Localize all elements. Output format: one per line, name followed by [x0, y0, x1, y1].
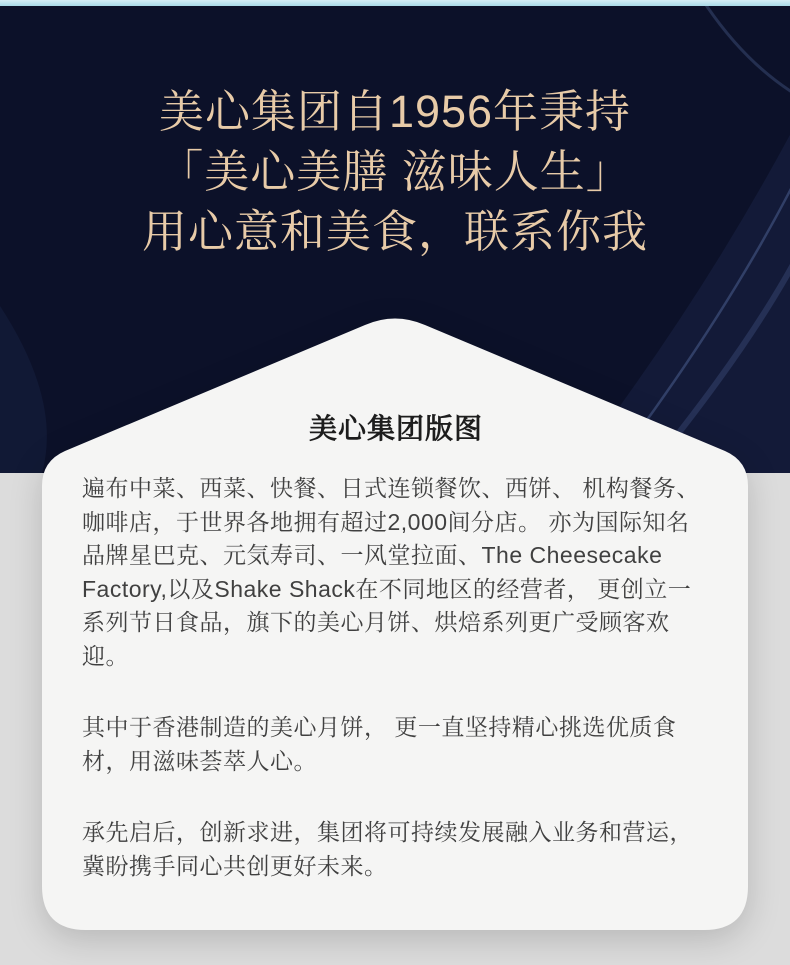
group-info-card	[42, 308, 748, 930]
card-paragraph-overview: 遍布中菜、西菜、快餐、日式连锁餐饮、西饼、 机构餐务、咖啡店，于世界各地拥有超过2,000间分店。 亦为国际知名品牌星巴克、元気寿司、一风堂拉面、The Cheesecake Factory,以及Shake Shack在不同地区的经营者， 更创立一系列节日食品，旗下的美心月饼、烘焙系列更广受顾客欢迎。	[82, 475, 700, 669]
card-paragraph-mooncake: 其中于香港制造的美心月饼， 更一直坚持精心挑选优质食材，用滋味荟萃人心。	[82, 714, 677, 774]
hero-headline	[0, 82, 790, 262]
card-paragraph-future: 承先启后，创新求进，集团将可持续发展融入业务和营运，冀盼携手同心共创更好未来。	[82, 819, 693, 879]
card-paragraphs	[82, 472, 710, 883]
card-title: 美心集团版图	[308, 413, 483, 444]
headline-line-3: 用心意和美食，联系你我	[141, 206, 648, 257]
card-content	[82, 308, 710, 921]
headline-line-1: 美心集团自1956年秉持	[158, 86, 632, 137]
headline-line-2: 「美心美膳 滋味人生」	[158, 146, 632, 197]
